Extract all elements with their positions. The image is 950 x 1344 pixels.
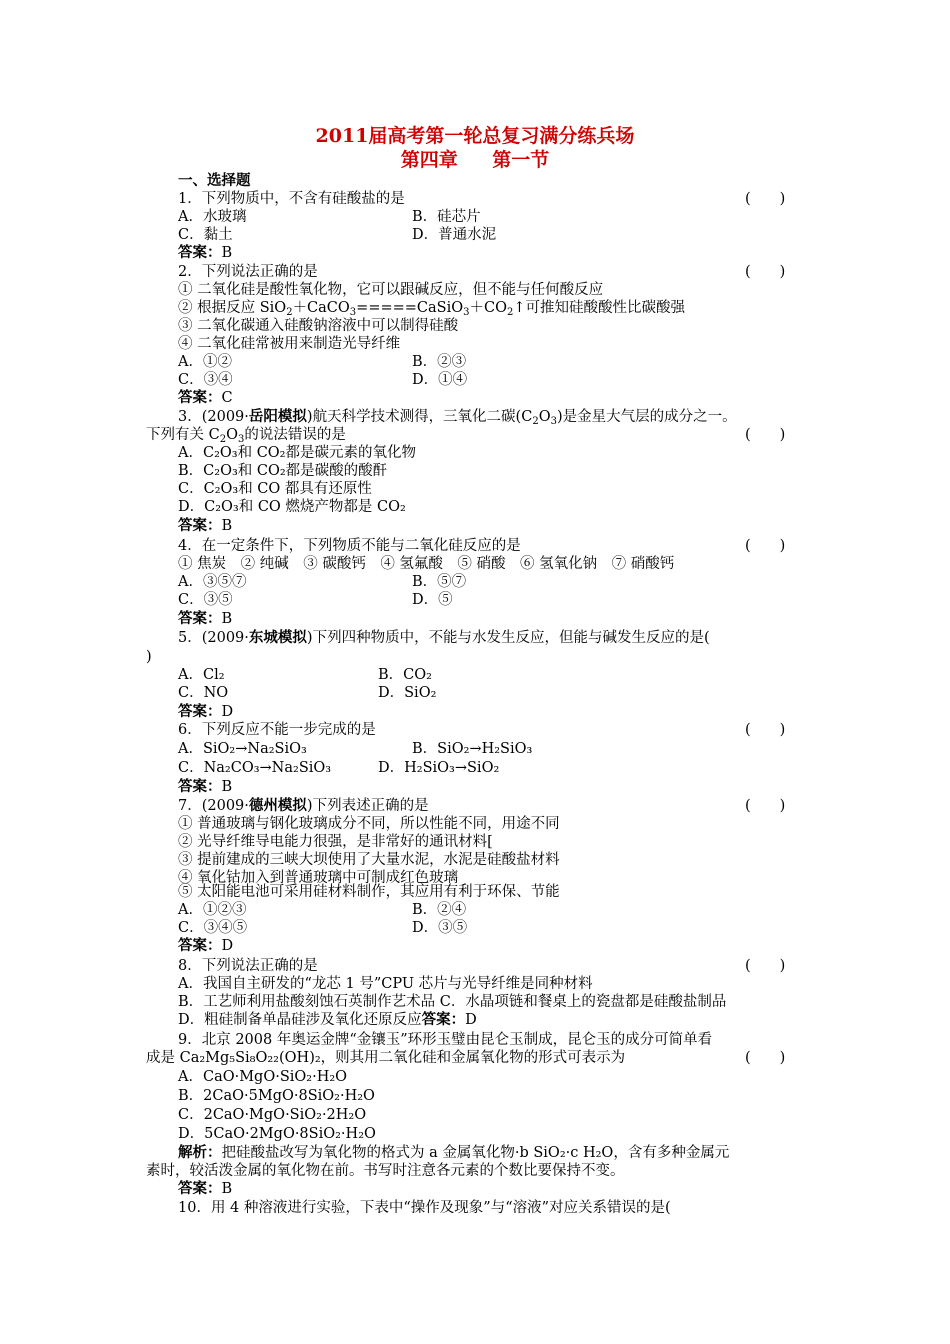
q7-answer: 答案：D xyxy=(178,937,234,954)
q9-stem-line2: 成是 Ca₂Mg₅Si₈O₂₂(OH)₂，则其用二氧化硅和金属氧化物的形式可表示为 xyxy=(146,1050,626,1066)
q1-answer: 答案：B xyxy=(178,244,233,261)
q3-option-a: A．C₂O₃和 CO₂都是碳元素的氧化物 xyxy=(178,445,416,461)
q9-option-a: A．CaO·MgO·SiO₂·H₂O xyxy=(178,1069,348,1085)
q1-option-c: C．黏土 xyxy=(178,227,233,243)
document-title: 2011届高考第一轮总复习满分练兵场 xyxy=(315,125,635,147)
q7-option-d: D．③⑤ xyxy=(412,920,468,936)
q4-answer: 答案：B xyxy=(178,610,233,627)
q3-bracket: ( ) xyxy=(745,427,786,443)
q7-statement-5: ⑤ 太阳能电池可采用硅材料制作，其应用有利于环保、节能 xyxy=(178,884,560,900)
q3-answer: 答案：B xyxy=(178,517,233,534)
q4-stem: 4．在一定条件下，下列物质不能与二氧化硅反应的是 xyxy=(178,538,521,554)
q2-answer: 答案：C xyxy=(178,389,233,406)
q2-statement-1: ① 二氧化硅是酸性氧化物，它可以跟碱反应，但不能与任何酸反应 xyxy=(178,282,604,298)
q8-option-a: A．我国自主研发的“龙芯 1 号”CPU 芯片与光导纤维是同种材料 xyxy=(178,976,593,992)
q2-option-d: D．①④ xyxy=(412,372,468,388)
q9-bracket: ( ) xyxy=(745,1050,786,1066)
q6-stem: 6．下列反应不能一步完成的是 xyxy=(178,722,376,738)
q6-option-a: A．SiO₂→Na₂SiO₃ xyxy=(178,741,307,757)
q5-option-c: C．NO xyxy=(178,685,229,701)
q1-option-b: B．硅芯片 xyxy=(412,209,481,225)
q3-stem: 3．(2009·岳阳模拟)航天科学技术测得，三氧化二碳$(C_2O_3)$是金星大气层的成分之一。 xyxy=(178,408,737,427)
q7-statement-2: ② 光导纤维导电能力很强，是非常好的通讯材料[ xyxy=(178,834,493,850)
q7-option-b: B．②④ xyxy=(412,902,467,918)
q1-option-a: A．水玻璃 xyxy=(178,209,247,225)
q1-option-d: D．普通水泥 xyxy=(412,227,497,243)
q4-option-b: B．⑤⑦ xyxy=(412,574,467,590)
q3-option-c: C．C₂O₃和 CO 都具有还原性 xyxy=(178,481,372,497)
q9-option-b: B．2CaO·5MgO·8SiO₂·H₂O xyxy=(178,1088,375,1104)
q2-option-a: A．①② xyxy=(178,354,232,370)
q2-option-c: C．③④ xyxy=(178,372,233,388)
q8-bracket: ( ) xyxy=(745,958,786,974)
q6-answer: 答案：B xyxy=(178,778,233,795)
q7-statement-3: ③ 提前建成的三峡大坝使用了大量水泥，水泥是硅酸盐材料 xyxy=(178,852,560,868)
q3-option-d: D．C₂O₃和 CO 燃烧产物都是 CO₂ xyxy=(178,499,406,515)
q1-stem: 1．下列物质中，不含有硅酸盐的是 xyxy=(178,191,405,207)
q2-bracket: ( ) xyxy=(745,264,786,280)
q5-stem-line2: ) xyxy=(146,649,152,665)
q6-option-b: B．SiO₂→H₂SiO₃ xyxy=(412,741,533,757)
q5-option-d: D．SiO₂ xyxy=(378,685,437,701)
q5-answer: 答案：D xyxy=(178,703,234,720)
q7-option-a: A．①②③ xyxy=(178,902,247,918)
chapter-subtitle: 第四章 第一节 xyxy=(400,149,550,171)
q5-option-b: B．CO₂ xyxy=(378,667,432,683)
q7-statement-1: ① 普通玻璃与钢化玻璃成分不同，所以性能不同，用途不同 xyxy=(178,816,560,832)
q3-stem-line2: 下列有关 $C_2O_3$的说法错误的是 xyxy=(146,427,346,445)
q8-stem: 8．下列说法正确的是 xyxy=(178,958,318,974)
q2-stem: 2．下列说法正确的是 xyxy=(178,264,318,280)
q7-statement-4: ④ 氧化钴加入到普通玻璃中可制成红色玻璃 xyxy=(178,870,459,886)
q9-analysis-line2: 素时，较活泼金属的氧化物在前。书写时注意各元素的个数比要保持不变。 xyxy=(146,1163,625,1179)
q7-stem: 7．(2009·德州模拟)下列表述正确的是 xyxy=(178,797,429,814)
q6-bracket: ( ) xyxy=(745,722,786,738)
q7-bracket: ( ) xyxy=(745,798,786,814)
q8-option-b-c: B．工艺师利用盐酸刻蚀石英制作艺术品 C．水晶项链和餐桌上的瓷盘都是硅酸盐制品 xyxy=(178,994,727,1010)
q4-option-a: A．③⑤⑦ xyxy=(178,574,247,590)
q10-stem: 10．用 4 种溶液进行实验，下表中“操作及现象”与“溶液”对应关系错误的是( xyxy=(178,1200,671,1216)
q2-statement-3: ③ 二氧化碳通入硅酸钠溶液中可以制得硅酸 xyxy=(178,318,459,334)
q5-stem: 5．(2009·东城模拟)下列四种物质中，不能与水发生反应，但能与碱发生反应的是( xyxy=(178,629,710,646)
q4-option-d: D．⑤ xyxy=(412,592,453,608)
section-heading: 一、选择题 xyxy=(178,172,251,189)
q9-stem: 9．北京 2008 年奥运金牌“金镶玉”环形玉璧由昆仑玉制成，昆仑玉的成分可简单看 xyxy=(178,1032,713,1048)
q4-bracket: ( ) xyxy=(745,538,786,554)
q9-option-d: D．5CaO·2MgO·8SiO₂·H₂O xyxy=(178,1126,376,1142)
q1-bracket: ( ) xyxy=(745,191,786,207)
q4-option-c: C．③⑤ xyxy=(178,592,233,608)
q9-option-c: C．2CaO·MgO·SiO₂·2H₂O xyxy=(178,1107,367,1123)
q2-statement-4: ④ 二氧化硅常被用来制造光导纤维 xyxy=(178,336,401,352)
q5-option-a: A．Cl₂ xyxy=(178,667,225,683)
q2-option-b: B．②③ xyxy=(412,354,467,370)
q8-option-d: D．粗硅制备单晶硅涉及氧化还原反应答案：D xyxy=(178,1011,477,1028)
q3-option-b: B．C₂O₃和 CO₂都是碳酸的酸酐 xyxy=(178,463,388,479)
q4-items: ① 焦炭 ② 纯碱 ③ 碳酸钙 ④ 氢氟酸 ⑤ 硝酸 ⑥ 氢氧化钠 ⑦ 硝酸钙 xyxy=(178,556,675,572)
q9-answer: 答案：B xyxy=(178,1180,233,1197)
q9-analysis: 解析：把硅酸盐改写为氧化物的格式为 a 金属氧化物·b SiO₂·c H₂O，含有多种金属元 xyxy=(178,1144,730,1161)
q2-statement-2: ② 根据反应 $SiO_2+CaCO_3=====CaSiO_3+CO_2↑$可推知硅酸酸性比碳酸强 xyxy=(178,300,686,318)
q7-option-c: C．③④⑤ xyxy=(178,920,248,936)
q6-option-c: C．Na₂CO₃→Na₂SiO₃ xyxy=(178,760,332,776)
q6-option-d: D．H₂SiO₃→SiO₂ xyxy=(378,760,500,776)
